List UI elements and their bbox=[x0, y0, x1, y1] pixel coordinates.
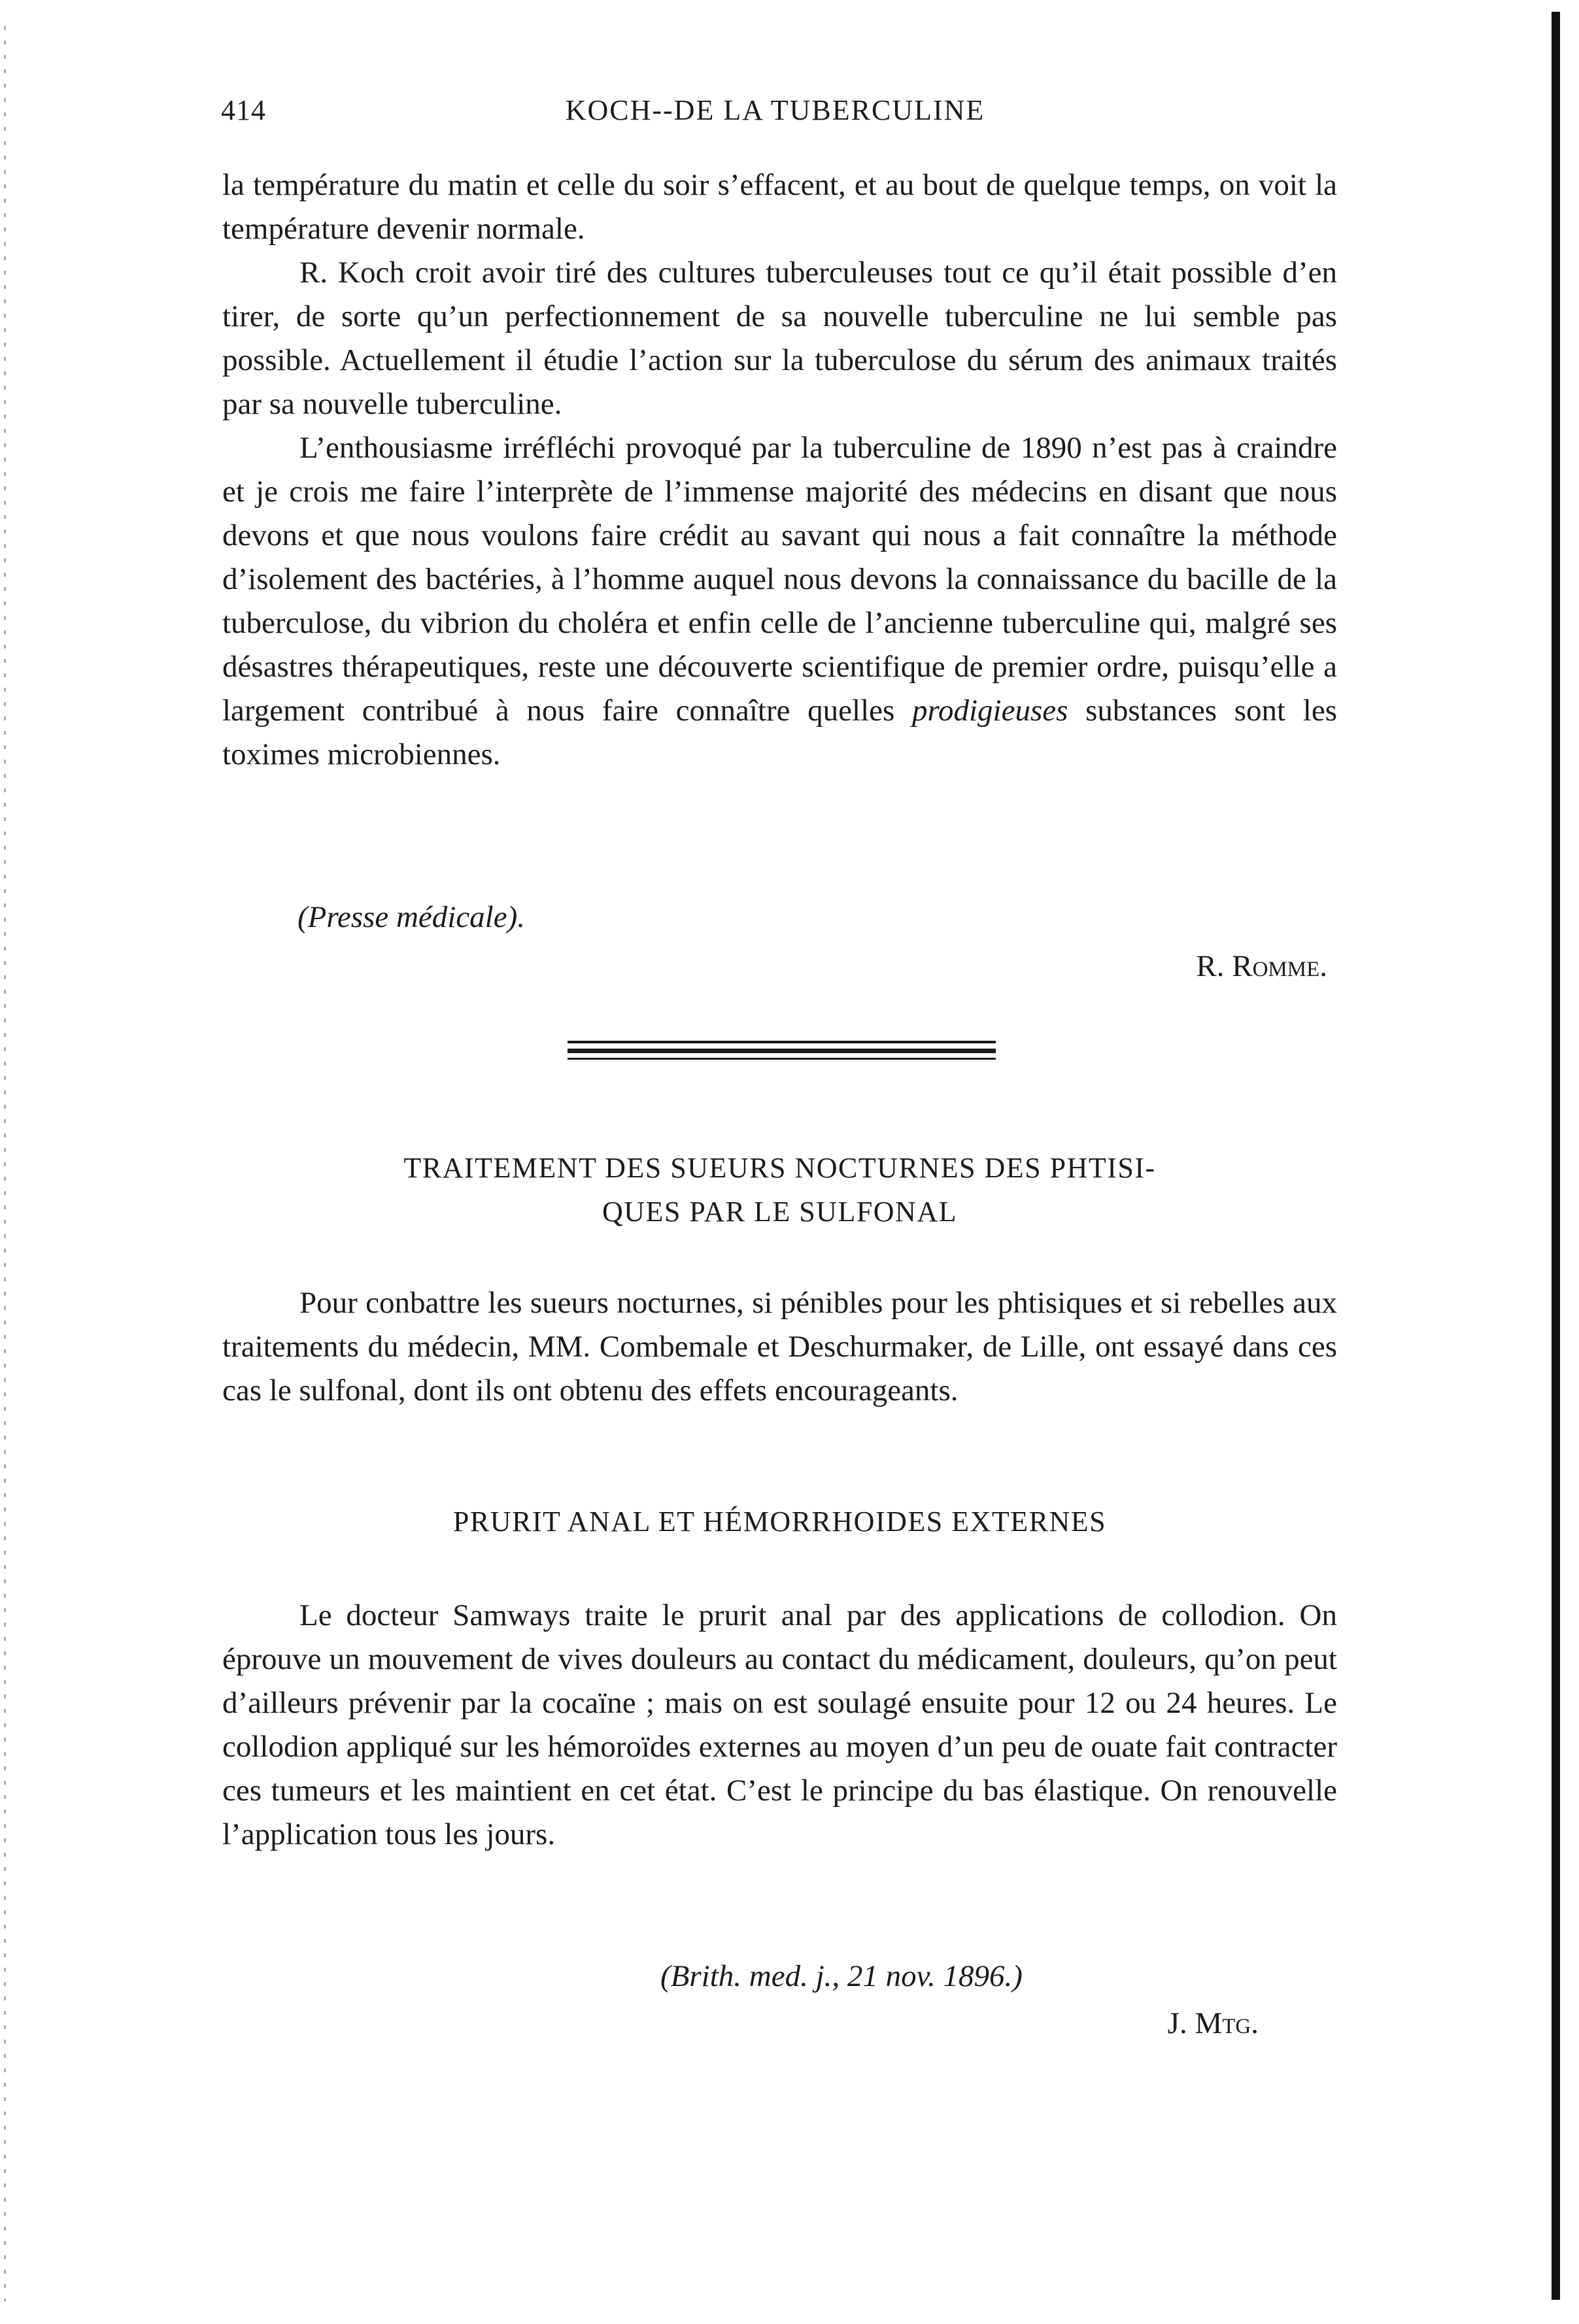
article1-paragraph-1: la température du matin et celle du soir s’effacent, et au bout de quelque temps, on voit la température devenir normale. bbox=[222, 168, 1337, 246]
article1-paragraph-3-text: L’enthousiasme irréfléchi provoqué par la tuberculine de 1890 n’est pas à craindre et je crois me faire l’interprète de l’immense majorité des médecins en disant que nous devons et que nous voulons faire crédit au savant qui nous a fait connaître la méthode d’isolement des bactéries, à l’homme auquel nous devons la connaissance du bacille de la tuberculose, du vibrion du choléra et enfin celle de l’ancienne tuberculine qui, malgré ses désastres thérapeutiques, reste une découverte scientifique de premier ordre, puisqu’elle a largement contribué à nous faire connaître quelles bbox=[222, 431, 1337, 728]
separator-rule-middle bbox=[568, 1049, 996, 1053]
article1-italic-word: prodigieuses bbox=[911, 694, 1068, 728]
separator-rule-top bbox=[568, 1041, 996, 1043]
article3-title: PRURIT ANAL ET HÉMORRHOIDES EXTERNES bbox=[452, 1506, 1107, 1538]
article3-signature: J. Mtg. bbox=[1167, 2006, 1259, 2040]
page-header bbox=[221, 93, 1329, 133]
running-head: KOCH--DE LA TUBERCULINE bbox=[565, 94, 985, 126]
article1-body bbox=[222, 163, 1337, 777]
article2-title-line-1: TRAITEMENT DES SUEURS NOCTURNES DES PHTISI- bbox=[403, 1152, 1156, 1184]
article1-paragraph-3 bbox=[222, 426, 1337, 777]
page-number: 414 bbox=[221, 94, 266, 126]
article1-source: (Presse médicale). bbox=[297, 900, 526, 934]
article1-signature: R. Romme. bbox=[1196, 949, 1327, 983]
article1-paragraph-2: R. Koch croit avoir tiré des cultures tuberculeuses tout ce qu’il était possible d’en tirer, de sorte qu’un perfectionnement de sa nouvelle tuberculine ne lui semble pas possible. Actuellement il étudie l’action sur la tuberculose du sérum des animaux traités par sa nouvelle tuberculine. bbox=[222, 256, 1337, 421]
article1-paragraph-3-end: substances sont les toximes microbiennes. bbox=[222, 694, 1337, 771]
scan-edge-left bbox=[4, 26, 6, 2301]
scan-border-right bbox=[1552, 12, 1560, 2300]
article3-source: (Brith. med. j., 21 nov. 1896.) bbox=[660, 1959, 1023, 1993]
article3-paragraph: Le docteur Samways traite le prurit anal par des applications de collodion. On éprouve un mouvement de vives douleurs au contact du médicament, douleurs, qu’on peut d’ailleurs prévenir par la cocaïne ; mais on est soulagé ensuite pour 12 ou 24 heures. Le collodion appliqué sur les hémoroïdes externes au moyen d’un peu de ouate fait contracter ces tumeurs et les maintient en cet état. C’est le principe du bas élastique. On renouvelle l’application tous les jours. bbox=[222, 1598, 1337, 1851]
separator-rule-bottom bbox=[568, 1058, 996, 1060]
article3-body bbox=[222, 1594, 1337, 1857]
article2-title-line-2: QUES PAR LE SULFONAL bbox=[602, 1196, 957, 1228]
article2-paragraph: Pour conbattre les sueurs nocturnes, si pénibles pour les phtisiques et si rebelles aux traitements du médecin, MM. Combemale et Deschurmaker, de Lille, ont essayé dans ces cas le sulfonal, dont ils ont obtenu des effets encourageants. bbox=[222, 1286, 1337, 1407]
article2-body bbox=[222, 1281, 1337, 1413]
